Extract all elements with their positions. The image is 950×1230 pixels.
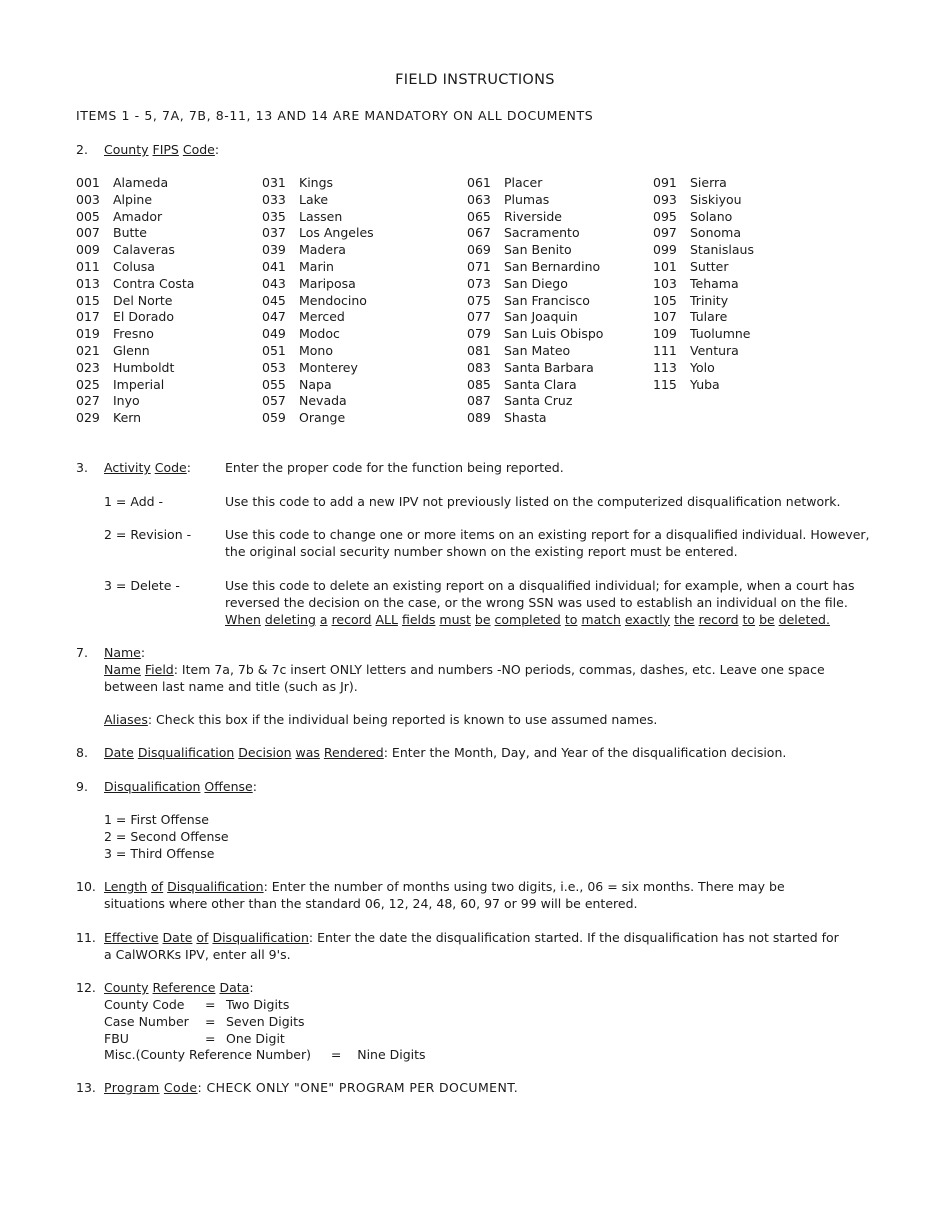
county-row (262, 377, 374, 394)
county-reference-table (104, 997, 426, 1064)
county-code: 001 (76, 175, 100, 190)
item-7-number: 7. (76, 645, 88, 660)
county-code: 005 (76, 208, 100, 224)
item-2-heading: County FIPS Code: (104, 142, 220, 157)
county-code: 063 (467, 191, 491, 207)
county-name: San Mateo (504, 342, 571, 358)
county-row (467, 225, 603, 242)
county-name: Mono (299, 342, 334, 358)
item-12-number: 12. (76, 980, 96, 995)
county-row (653, 259, 754, 276)
county-code: 057 (262, 393, 286, 409)
item-11-number: 11. (76, 930, 96, 945)
county-name: San Diego (504, 275, 568, 291)
item-8-number: 8. (76, 745, 88, 760)
county-code: 011 (76, 258, 100, 274)
delete-code-label: 3 = Delete - (104, 578, 180, 593)
aliases-instruction: Aliases: Check this box if the individual being reported is known to use assumed names. (104, 712, 658, 727)
county-code: 085 (467, 376, 491, 392)
county-name: Modoc (299, 326, 340, 342)
item-9-heading: Disqualification Offense: (104, 779, 257, 794)
county-name: El Dorado (113, 309, 174, 325)
county-name: Siskiyou (690, 191, 742, 207)
page-title: FIELD INSTRUCTIONS (395, 72, 555, 88)
county-row (76, 192, 194, 209)
item-3-number: 3. (76, 460, 88, 475)
county-name: San Luis Obispo (504, 326, 604, 342)
county-row (76, 410, 194, 427)
county-code: 101 (653, 258, 677, 274)
county-code: 025 (76, 376, 100, 392)
county-name: Stanislaus (690, 242, 754, 258)
county-name: San Benito (504, 242, 572, 258)
county-column-3 (467, 175, 603, 427)
county-row (262, 242, 374, 259)
county-name: Ventura (690, 342, 739, 358)
county-name: San Bernardino (504, 258, 601, 274)
warning-word: to (564, 611, 578, 627)
county-row (262, 410, 374, 427)
county-row (653, 276, 754, 293)
county-row (467, 343, 603, 360)
county-row (262, 326, 374, 343)
county-row (76, 360, 194, 377)
county-code: 029 (76, 410, 100, 426)
county-row (653, 175, 754, 192)
county-code: 007 (76, 225, 100, 241)
county-name: Sonoma (690, 225, 741, 241)
county-code: 069 (467, 242, 491, 258)
add-code-label: 1 = Add - (104, 494, 164, 509)
county-row (653, 242, 754, 259)
county-name: Kern (113, 410, 142, 426)
county-row (653, 192, 754, 209)
county-column-4 (653, 175, 754, 393)
item-12-heading: County Reference Data: (104, 980, 254, 995)
item-10-number: 10. (76, 879, 96, 894)
county-row (262, 209, 374, 226)
county-code: 045 (262, 292, 286, 308)
county-name: Fresno (113, 326, 154, 342)
county-row (653, 360, 754, 377)
reference-row: FBU = One Digit (104, 1030, 285, 1046)
county-row (76, 309, 194, 326)
county-row (467, 293, 603, 310)
county-name: Plumas (504, 191, 550, 207)
county-code: 017 (76, 309, 100, 325)
county-name: Sacramento (504, 225, 580, 241)
county-name: Sierra (690, 175, 727, 190)
county-name: Riverside (504, 208, 562, 224)
county-code: 089 (467, 410, 491, 426)
county-code: 033 (262, 191, 286, 207)
county-row (262, 360, 374, 377)
county-name: San Francisco (504, 292, 590, 308)
county-name: Lassen (299, 208, 343, 224)
add-code-description: Use this code to add a new IPV not previously listed on the computerized disqualification network. (225, 494, 841, 509)
delete-warning (225, 612, 875, 629)
county-row (262, 225, 374, 242)
offense-2: 2 = Second Offense (104, 829, 229, 844)
county-row (653, 209, 754, 226)
county-code: 015 (76, 292, 100, 308)
county-row (76, 276, 194, 293)
warning-word: deleted. (778, 611, 830, 627)
item-3-heading: Activity Code: (104, 460, 191, 475)
county-row (76, 209, 194, 226)
county-name: Humboldt (113, 359, 175, 375)
county-name: Orange (299, 410, 346, 426)
warning-word: exactly (624, 611, 671, 627)
county-code: 041 (262, 258, 286, 274)
name-field-instruction: Name Field: Item 7a, 7b & 7c insert ONLY letters and numbers -NO periods, commas, dashes, etc. Leave one space between last name and title (such as Jr). (104, 662, 825, 694)
county-code: 115 (653, 376, 677, 392)
revision-code-description: Use this code to change one or more items on an existing report for a disqualified individual. However, the original social security number shown on the existing report must be entered. (225, 527, 870, 559)
county-name: Nevada (299, 393, 347, 409)
county-name: Kings (299, 175, 334, 190)
county-name: Placer (504, 175, 543, 190)
county-column-1 (76, 175, 194, 427)
county-row (262, 192, 374, 209)
mandatory-notice: ITEMS 1 - 5, 7A, 7B, 8-11, 13 AND 14 ARE MANDATORY ON ALL DOCUMENTS (76, 108, 594, 123)
county-code: 077 (467, 309, 491, 325)
county-name: Tuolumne (690, 326, 751, 342)
county-name: San Joaquin (504, 309, 578, 325)
warning-word: record (331, 611, 372, 627)
county-code: 095 (653, 208, 677, 224)
county-code: 075 (467, 292, 491, 308)
county-code: 023 (76, 359, 100, 375)
county-name: Calaveras (113, 242, 175, 258)
warning-word: record (698, 611, 739, 627)
warning-word: a (319, 611, 328, 627)
county-name: Del Norte (113, 292, 173, 308)
county-column-2 (262, 175, 374, 427)
county-code: 111 (653, 342, 677, 358)
warning-word: be (474, 611, 491, 627)
county-code: 065 (467, 208, 491, 224)
county-row (76, 393, 194, 410)
county-code: 013 (76, 275, 100, 291)
county-row (653, 293, 754, 310)
county-name: Santa Cruz (504, 393, 573, 409)
warning-word: match (581, 611, 621, 627)
county-row (653, 309, 754, 326)
county-code: 071 (467, 258, 491, 274)
warning-word: to (742, 611, 756, 627)
county-name: Monterey (299, 359, 358, 375)
warning-word: must (439, 611, 471, 627)
county-name: Tehama (690, 275, 739, 291)
item-8-instruction: Date Disqualification Decision was Rendered: Enter the Month, Day, and Year of the disqualification decision. (104, 745, 787, 760)
county-row (467, 276, 603, 293)
item-10-instruction: Length of Disqualification: Enter the number of months using two digits, i.e., 06 = six months. There may be situations where other than the standard 06, 12, 24, 48, 60, 97 or 99 will be entered. (104, 879, 785, 911)
warning-word: ALL (375, 611, 398, 627)
county-name: Yolo (690, 359, 715, 375)
county-row (76, 377, 194, 394)
county-code: 039 (262, 242, 286, 258)
county-row (467, 209, 603, 226)
item-3-description: Enter the proper code for the function being reported. (225, 460, 564, 475)
county-code: 097 (653, 225, 677, 241)
county-row (467, 393, 603, 410)
reference-row: County Code = Two Digits (104, 997, 290, 1012)
county-name: Butte (113, 225, 147, 241)
county-code: 037 (262, 225, 286, 241)
county-name: Trinity (690, 292, 729, 308)
county-name: Contra Costa (113, 275, 195, 291)
county-code: 103 (653, 275, 677, 291)
county-row (467, 192, 603, 209)
county-code: 087 (467, 393, 491, 409)
county-code: 053 (262, 359, 286, 375)
warning-word: When (225, 611, 261, 627)
county-code: 107 (653, 309, 677, 325)
county-code: 031 (262, 175, 286, 190)
item-11-instruction: Effective Date of Disqualification: Enter the date the disqualification started. If the disqualification has not started for a CalWORKs IPV, enter all 9's. (104, 930, 839, 962)
county-row (467, 326, 603, 343)
county-name: Alpine (113, 191, 153, 207)
county-row (653, 377, 754, 394)
county-name: Yuba (690, 376, 720, 392)
county-code: 113 (653, 359, 677, 375)
county-name: Santa Barbara (504, 359, 594, 375)
delete-code-description: Use this code to delete an existing report on a disqualified individual; for example, when a court has reversed the decision on the case, or the wrong SSN was used to establish an individual on the file. When deleting a record ALL fields must be completed to match exactly the record to be deleted. (225, 578, 875, 628)
county-row (262, 175, 374, 192)
county-name: Santa Clara (504, 376, 577, 392)
county-row (262, 393, 374, 410)
county-row (467, 175, 603, 192)
county-row (467, 259, 603, 276)
county-code: 043 (262, 275, 286, 291)
item-2-number: 2. (76, 142, 88, 157)
county-code: 109 (653, 326, 677, 342)
county-code: 049 (262, 326, 286, 342)
county-row (653, 225, 754, 242)
reference-row: Case Number = Seven Digits (104, 1013, 305, 1029)
county-code: 081 (467, 342, 491, 358)
county-row (76, 343, 194, 360)
county-row (262, 276, 374, 293)
county-code: 047 (262, 309, 286, 325)
item-9-number: 9. (76, 779, 88, 794)
county-row (76, 326, 194, 343)
county-code: 055 (262, 376, 286, 392)
county-row (262, 343, 374, 360)
county-name: Merced (299, 309, 345, 325)
county-row (76, 175, 194, 192)
county-name: Shasta (504, 410, 547, 426)
warning-word: be (759, 611, 775, 627)
county-code: 003 (76, 191, 100, 207)
county-row (467, 360, 603, 377)
warning-word: deleting (264, 611, 316, 627)
county-code: 099 (653, 242, 677, 258)
county-row (262, 293, 374, 310)
county-name: Glenn (113, 342, 150, 358)
county-code: 083 (467, 359, 491, 375)
offense-1: 1 = First Offense (104, 812, 209, 827)
county-code: 027 (76, 393, 100, 409)
county-name: Colusa (113, 258, 155, 274)
item-7-heading: Name: (104, 645, 146, 660)
county-row (467, 377, 603, 394)
county-row (76, 293, 194, 310)
county-name: Napa (299, 376, 332, 392)
county-code: 105 (653, 292, 677, 308)
county-name: Amador (113, 208, 163, 224)
county-row (653, 326, 754, 343)
county-name: Lake (299, 191, 329, 207)
warning-word: the (674, 611, 695, 627)
county-row (76, 242, 194, 259)
county-code: 035 (262, 208, 286, 224)
county-row (76, 225, 194, 242)
county-name: Solano (690, 208, 733, 224)
county-name: Marin (299, 258, 334, 274)
county-code: 009 (76, 242, 100, 258)
county-code: 093 (653, 191, 677, 207)
county-row (76, 259, 194, 276)
county-row (467, 410, 603, 427)
county-row (262, 259, 374, 276)
county-code: 019 (76, 326, 100, 342)
county-code: 021 (76, 342, 100, 358)
county-name: Tulare (690, 309, 728, 325)
revision-code-label: 2 = Revision - (104, 527, 192, 542)
county-code: 073 (467, 275, 491, 291)
county-row (467, 242, 603, 259)
county-code: 059 (262, 410, 286, 426)
county-name: Imperial (113, 376, 165, 392)
county-name: Los Angeles (299, 225, 374, 241)
county-row (653, 343, 754, 360)
county-name: Sutter (690, 258, 729, 274)
county-code: 079 (467, 326, 491, 342)
county-name: Mariposa (299, 275, 356, 291)
reference-row-misc: Misc.(County Reference Number) = Nine Digits (104, 1047, 426, 1063)
item-13-number: 13. (76, 1080, 96, 1095)
offense-3: 3 = Third Offense (104, 846, 215, 861)
warning-word: fields (401, 611, 436, 627)
county-name: Inyo (113, 393, 140, 409)
county-row (467, 309, 603, 326)
item-13-instruction: Program Code: CHECK ONLY "ONE" PROGRAM PER DOCUMENT. (104, 1080, 519, 1095)
county-code: 067 (467, 225, 491, 241)
county-code: 091 (653, 175, 677, 190)
county-code: 051 (262, 342, 286, 358)
county-name: Mendocino (299, 292, 367, 308)
county-row (262, 309, 374, 326)
county-name: Madera (299, 242, 346, 258)
warning-word: completed (494, 611, 561, 627)
county-name: Alameda (113, 175, 169, 190)
county-code: 061 (467, 175, 491, 190)
